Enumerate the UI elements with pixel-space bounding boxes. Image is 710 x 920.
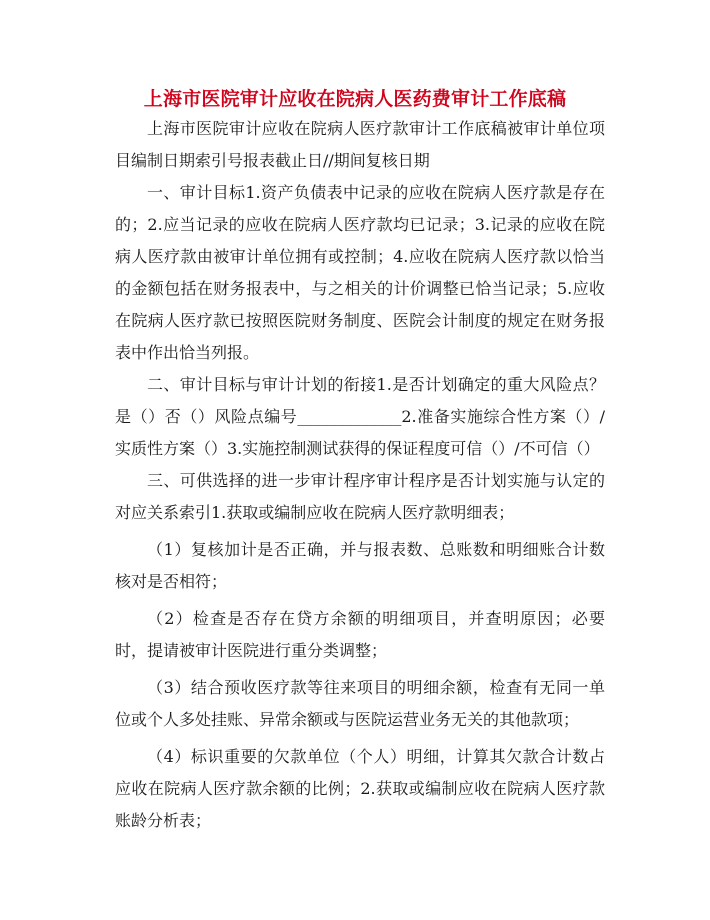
paragraph-procedure-2: （2）检查是否存在贷方余额的明细项目，并查明原因；必要时，提请被审计医院进行重分类调整；: [115, 609, 605, 660]
paragraph-further-procedures: 三、可供选择的进一步审计程序审计程序是否计划实施与认定的对应关系索引1.获取或编制应收在院病人医疗款明细表；: [115, 471, 605, 522]
paragraph-procedure-3: （3）结合预收医疗款等往来项目的明细余额，检查有无同一单位或个人多处挂账、异常余额或与医院运营业务无关的其他款项；: [115, 678, 605, 729]
paragraph-audit-objectives: 一、审计目标1.资产负债表中记录的应收在院病人医疗款是存在的；2.应当记录的应收在院病人医疗款均已记录；3.记录的应收在院病人医疗款由被审计单位拥有或控制；4.应收在院病人医疗款以恰当的金额包括在财务报表中，与之相关的计价调整已恰当记录；5.应收在院病人医疗款已按照医院财务制度、医院会计制度的规定在财务报表中作出恰当列报。: [115, 183, 605, 362]
document-body: [115, 113, 605, 837]
paragraph-procedure-1: （1）复核加计是否正确，并与报表数、总账数和明细账合计数核对是否相符；: [115, 540, 605, 591]
document-title: 上海市医院审计应收在院病人医药费审计工作底稿: [143, 88, 567, 110]
paragraph-header-info: 上海市医院审计应收在院病人医疗款审计工作底稿被审计单位项目编制日期索引号报表截止日//期间复核日期: [115, 119, 605, 170]
paragraph-procedure-4: （4）标识重要的欠款单位（个人）明细，计算其欠款合计数占应收在院病人医疗款余额的比例；2.获取或编制应收在院病人医疗款账龄分析表；: [115, 747, 605, 830]
paragraph-plan-linkage: 二、审计目标与审计计划的衔接1.是否计划确定的重大风险点？是（）否（）风险点编号_____________2.准备实施综合性方案（）/实质性方案（）3.实施控制测试获得的保证程度可信（）/不可信（）: [115, 375, 605, 458]
